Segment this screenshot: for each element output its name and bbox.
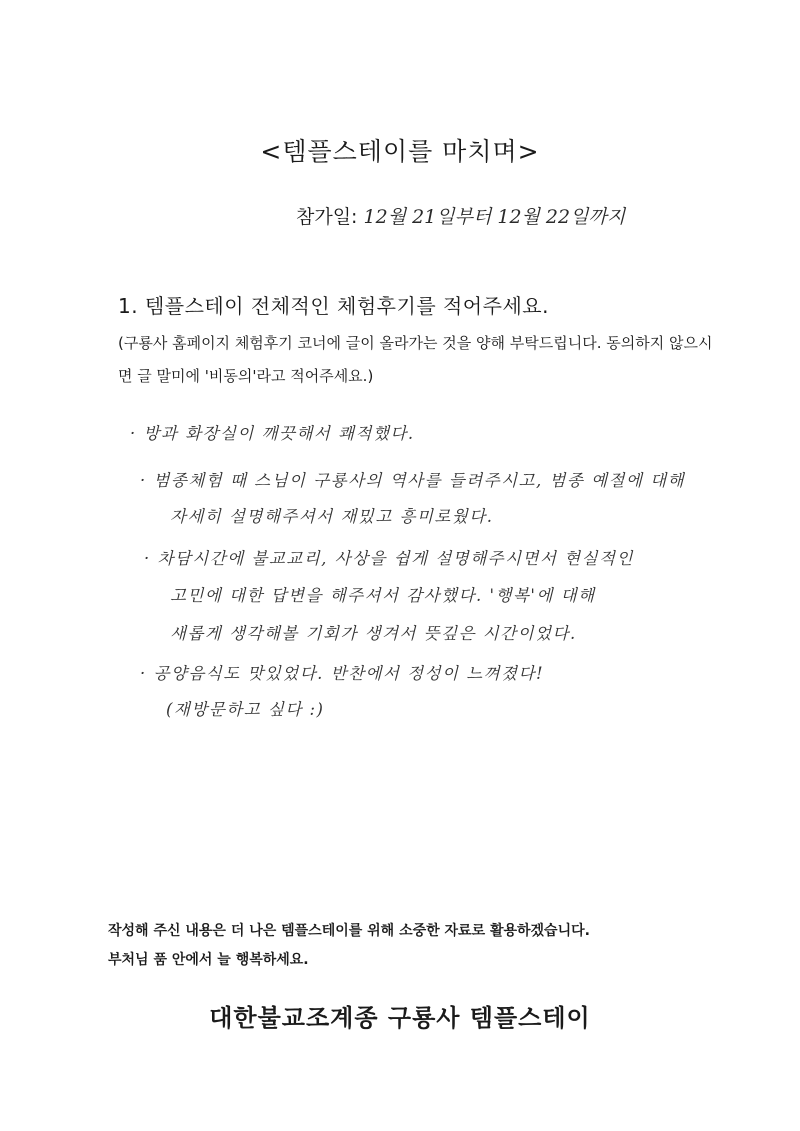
footer-note-line: 작성해 주신 내용은 더 나은 템플스테이를 위해 소중한 자료로 활용하겠습니다. (108, 923, 590, 939)
handwritten-line: 새롭게 생각해볼 기회가 생겨서 뜻깊은 시간이었다. (170, 624, 577, 643)
footer-note (108, 917, 590, 975)
participation-date (296, 202, 625, 229)
page-title: <템플스테이를 마치며> (260, 137, 540, 166)
handwritten-line: · 차담시간에 불교교리, 사상을 쉽게 설명해주시면서 현실적인 (144, 549, 634, 568)
participation-label: 참가일: (296, 206, 358, 228)
handwritten-line: · 방과 화장실이 깨끗해서 쾌적했다. (130, 424, 415, 443)
participation-dates: 12월 21일부터 12월 22일까지 (363, 206, 626, 228)
handwritten-line: · 공양음식도 맛있었다. 반찬에서 정성이 느껴졌다! (140, 664, 545, 683)
handwritten-line: 자세히 설명해주셔서 재밌고 흥미로웠다. (170, 507, 494, 526)
question-heading: 1. 템플스테이 전체적인 체험후기를 적어주세요. (118, 294, 549, 318)
temple-name: 대한불교조계종 구룡사 템플스테이 (209, 1004, 591, 1032)
consent-note: (구룡사 홈페이지 체험후기 코너에 글이 올라가는 것을 양해 부탁드립니다. 동의하지 않으시면 글 말미에 '비동의'라고 적어주세요.) (118, 334, 713, 385)
handwritten-line: 고민에 대한 답변을 해주셔서 감사했다. '행복'에 대해 (170, 586, 596, 605)
handwritten-line: · 범종체험 때 스님이 구룡사의 역사를 들려주시고, 범종 예절에 대해 (140, 471, 686, 490)
footer-note-line: 부처님 품 안에서 늘 행복하세요. (108, 952, 309, 968)
handwritten-line: (재방문하고 싶다 :) (166, 700, 325, 719)
